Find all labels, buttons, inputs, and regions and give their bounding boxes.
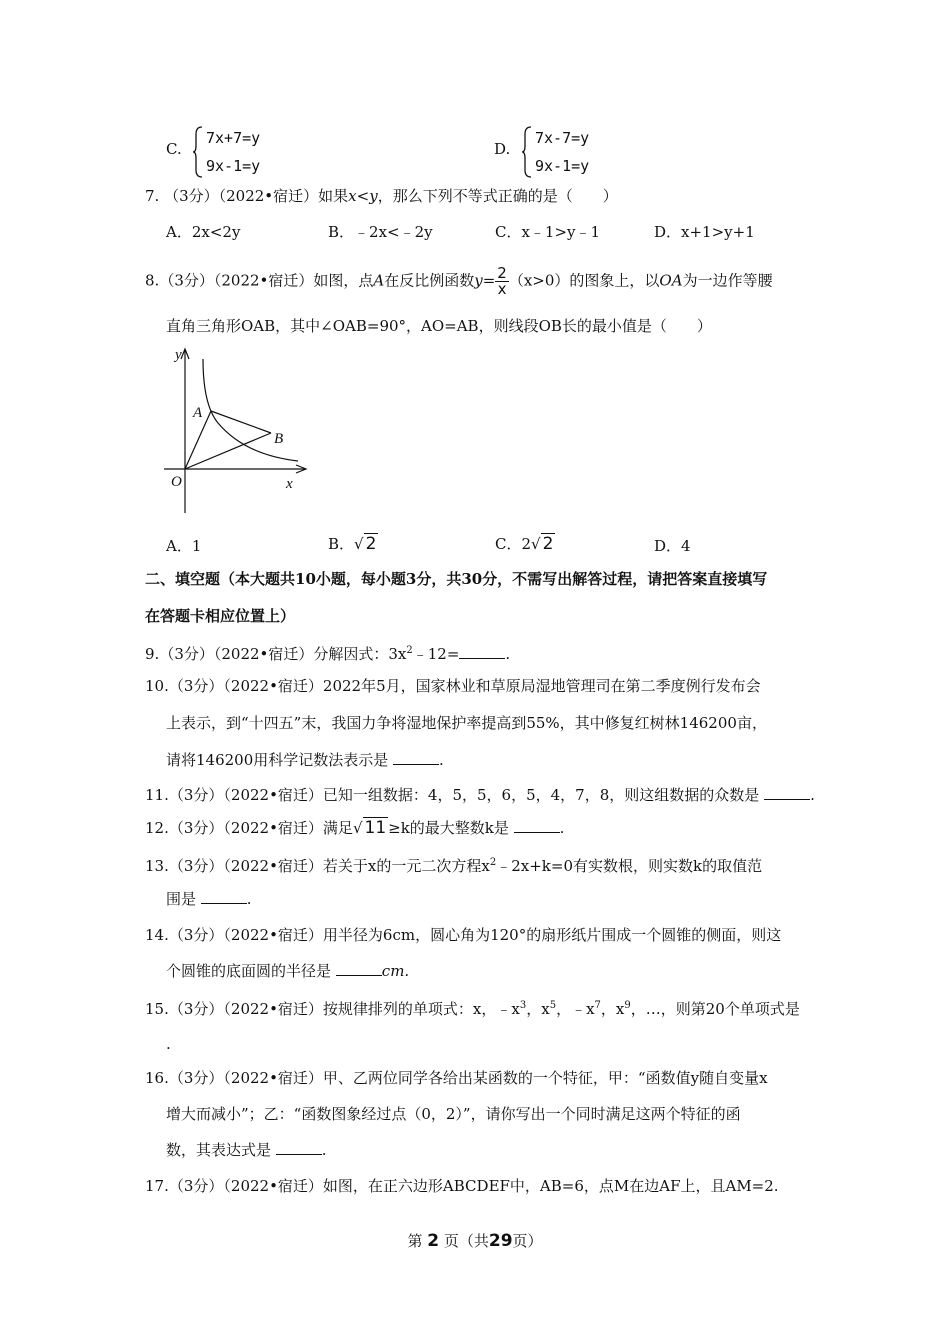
q8-text-2: 在反比例函数: [384, 271, 475, 290]
q7-condition: x<y: [348, 187, 378, 205]
q15-text-c: ，﹣x: [556, 1000, 595, 1018]
q16-text-1: （3分）（2022•宿迁）甲、乙两位同学各给出某函数的一个特征，甲：“函数值y随自变量x: [168, 1069, 768, 1087]
q11-end: .: [810, 786, 815, 804]
q10-answer-blank[interactable]: [393, 750, 439, 765]
footer-prefix: 第: [407, 1232, 423, 1250]
page-footer: [0, 1230, 950, 1251]
q15-line1: [145, 996, 800, 1019]
q8-y-equals: y=: [474, 271, 496, 290]
q17: [145, 1176, 779, 1196]
q8-oa: OA: [659, 271, 683, 290]
q13-text-a: （3分）（2022•宿迁）若关于x的一元二次方程x: [168, 857, 490, 875]
q9-answer-blank[interactable]: [459, 644, 505, 659]
q14-text-2: 个圆锥的底面圆的半径是: [166, 962, 332, 980]
q9-superscript: 2: [406, 645, 413, 656]
q6-c-row2: 9x-1=y: [206, 157, 261, 175]
q16-text-3: 数，其表达式是: [166, 1141, 272, 1159]
q14-text-1: （3分）（2022•宿迁）用半径为6cm，圆心角为120°的扇形纸片围成一个圆锥的侧面，则这: [168, 926, 782, 944]
q17-number: 17.: [145, 1177, 169, 1195]
q6-c-row1: 7x+7=y: [206, 129, 261, 147]
q8-text-4: 为一边作等腰: [682, 271, 773, 290]
q16-answer-blank[interactable]: [276, 1140, 322, 1155]
q6-option-d-system: [521, 124, 611, 180]
q9-text-b: ﹣12=: [412, 645, 460, 663]
q8-stem-line2: 直角三角形OAB，其中∠OAB=90°，AO=AB，则线段OB长的最小值是（ ）: [166, 317, 712, 335]
q16-end: .: [321, 1141, 327, 1159]
q9-end: .: [505, 645, 511, 663]
segment-ab: [211, 411, 271, 433]
q16-line1: [145, 1068, 768, 1088]
q12-radicand: 11: [364, 818, 387, 838]
q15-sup-4: 9: [624, 1000, 631, 1011]
q14-line1: [145, 925, 781, 945]
sqrt-sign-icon: √ 2: [531, 534, 554, 554]
q16-line3: [166, 1140, 327, 1160]
q14-line2: [166, 961, 409, 981]
q6-option-c-label: C.: [166, 140, 182, 158]
q11-text: （3分）（2022•宿迁）已知一组数据：4，5，5，6，5，4，7，8，则这组数据的众数是: [168, 786, 760, 804]
q10-line2: 上表示，到“十四五”末，我国力争将湿地保护率提高到55%，其中修复红树林146200亩，: [166, 714, 767, 732]
fig-label-o: O: [171, 474, 182, 490]
q7-text-head: （3分）（2022•宿迁）如果: [164, 187, 349, 205]
sqrt-sign-icon: √ 2: [354, 534, 377, 554]
q12-text-b: ≥k的最大整数k是: [388, 819, 509, 837]
q9-number: 9.: [145, 645, 160, 663]
q13-answer-blank[interactable]: [201, 889, 247, 904]
q12-text-a: （3分）（2022•宿迁）满足: [168, 819, 353, 837]
q15-end: .: [166, 1035, 171, 1053]
q9: [145, 641, 510, 664]
q8-number: 8.: [145, 271, 160, 290]
q8-text-1: （3分）（2022•宿迁）如图，点: [159, 271, 374, 290]
left-brace-icon: [521, 124, 533, 180]
q13-superscript: 2: [489, 857, 497, 868]
q8-option-d: D．4: [654, 537, 691, 555]
q10-text-3: 请将146200用科学记数法表示是: [166, 751, 389, 769]
q15-line2: [166, 1034, 171, 1054]
q8-point-a: A: [373, 271, 385, 290]
q7-stem: [145, 186, 618, 206]
q8-option-b-prefix: B．: [328, 535, 355, 553]
footer-middle: 页（共: [443, 1232, 489, 1250]
section-heading-line2: 在答题卡相应位置上）: [145, 607, 296, 625]
q13-end: .: [246, 890, 252, 908]
q15-text-e: ，…，则第20个单项式是: [630, 1000, 800, 1018]
q11-number: 11.: [145, 786, 169, 804]
q12-answer-blank[interactable]: [514, 818, 560, 833]
q7-option-d: D．x+1>y+1: [654, 223, 755, 241]
q15-sup-1: 3: [519, 1000, 527, 1011]
q13-line1: [145, 853, 762, 876]
q8-stem-line1: [145, 266, 773, 297]
q12-number: 12.: [145, 819, 169, 837]
footer-page-number: 2: [427, 1231, 440, 1251]
q10-number: 10.: [145, 677, 169, 695]
q7-number: 7.: [145, 187, 160, 205]
q8-option-c-prefix: C．2: [495, 535, 532, 553]
q12-end: .: [559, 819, 565, 837]
q7-option-c: C．x﹣1>y﹣1: [495, 223, 601, 241]
q6-option-c-system: [192, 124, 282, 180]
q17-text: （3分）（2022•宿迁）如图，在正六边形ABCDEF中，AB=6，点M在边AF上，且AM=2.: [168, 1177, 779, 1195]
q6-d-row1: 7x-7=y: [535, 129, 590, 147]
q8-option-a: A．1: [166, 537, 202, 555]
q15-text-a: （3分）（2022•宿迁）按规律排列的单项式：x，﹣x: [168, 1000, 520, 1018]
fig-label-a: A: [193, 405, 203, 421]
q10-end: .: [439, 751, 444, 769]
q12: [145, 818, 564, 838]
q9-text-a: （3分）（2022•宿迁）分解因式：3x: [159, 645, 407, 663]
q7-option-a: A．2x<2y: [166, 223, 241, 241]
q6-d-row2: 9x-1=y: [535, 157, 590, 175]
hyperbola-curve: [203, 359, 298, 461]
q8-option-c-radicand: 2: [542, 534, 554, 554]
q14-unit: cm.: [381, 962, 410, 980]
q15-text-d: ，x: [600, 1000, 625, 1018]
footer-total-pages: 29: [488, 1231, 513, 1251]
q8-fraction: [495, 266, 509, 297]
q10-line3: [166, 750, 444, 770]
q6-option-d-label: D.: [494, 140, 511, 158]
q13-text-b: ﹣2x+k=0有实数根，则实数k的取值范: [496, 857, 763, 875]
fig-label-y: y: [175, 347, 182, 363]
q8-figure: [160, 345, 310, 517]
footer-suffix: 页）: [512, 1232, 543, 1250]
q8-text-3: （x>0）的图象上，以: [508, 271, 660, 290]
q11-answer-blank[interactable]: [764, 785, 810, 800]
sqrt-sign-icon: √ 11: [352, 818, 387, 838]
q15-number: 15.: [145, 1000, 169, 1018]
q16-line2: 增大而减小”；乙：“函数图象经过点（0，2）”，请你写出一个同时满足这两个特征的函: [166, 1105, 741, 1123]
q15-sup-3: 7: [594, 1000, 601, 1011]
q11: [145, 785, 815, 805]
q8-fraction-numerator: 2: [497, 264, 507, 282]
q14-number: 14.: [145, 926, 169, 944]
left-brace-icon: [192, 124, 204, 180]
q16-number: 16.: [145, 1069, 169, 1087]
q15-sup-2: 5: [549, 1000, 557, 1011]
q13-number: 13.: [145, 857, 169, 875]
q15-text-b: ，x: [526, 1000, 550, 1018]
q8-fraction-denominator: x: [497, 280, 507, 298]
q10-line1: [145, 676, 761, 696]
q13-line2: [166, 889, 252, 909]
q7-option-b: B．﹣2x<﹣2y: [328, 223, 433, 241]
q8-option-c: [495, 533, 555, 554]
fig-label-b: B: [274, 431, 284, 447]
q7-text-tail: ，那么下列不等式正确的是（ ）: [377, 187, 618, 205]
section-heading-line1: 二、填空题（本大题共10小题，每小题3分，共30分，不需写出解答过程，请把答案直接填写: [145, 570, 768, 588]
fig-label-x: x: [286, 476, 293, 492]
q8-option-b-radicand: 2: [365, 534, 377, 554]
q13-text-2: 围是: [166, 890, 197, 908]
q8-option-b: [328, 533, 378, 554]
q14-answer-blank[interactable]: [336, 961, 382, 976]
q10-text-1: （3分）（2022•宿迁）2022年5月，国家林业和草原局湿地管理司在第二季度例行发布会: [168, 677, 761, 695]
